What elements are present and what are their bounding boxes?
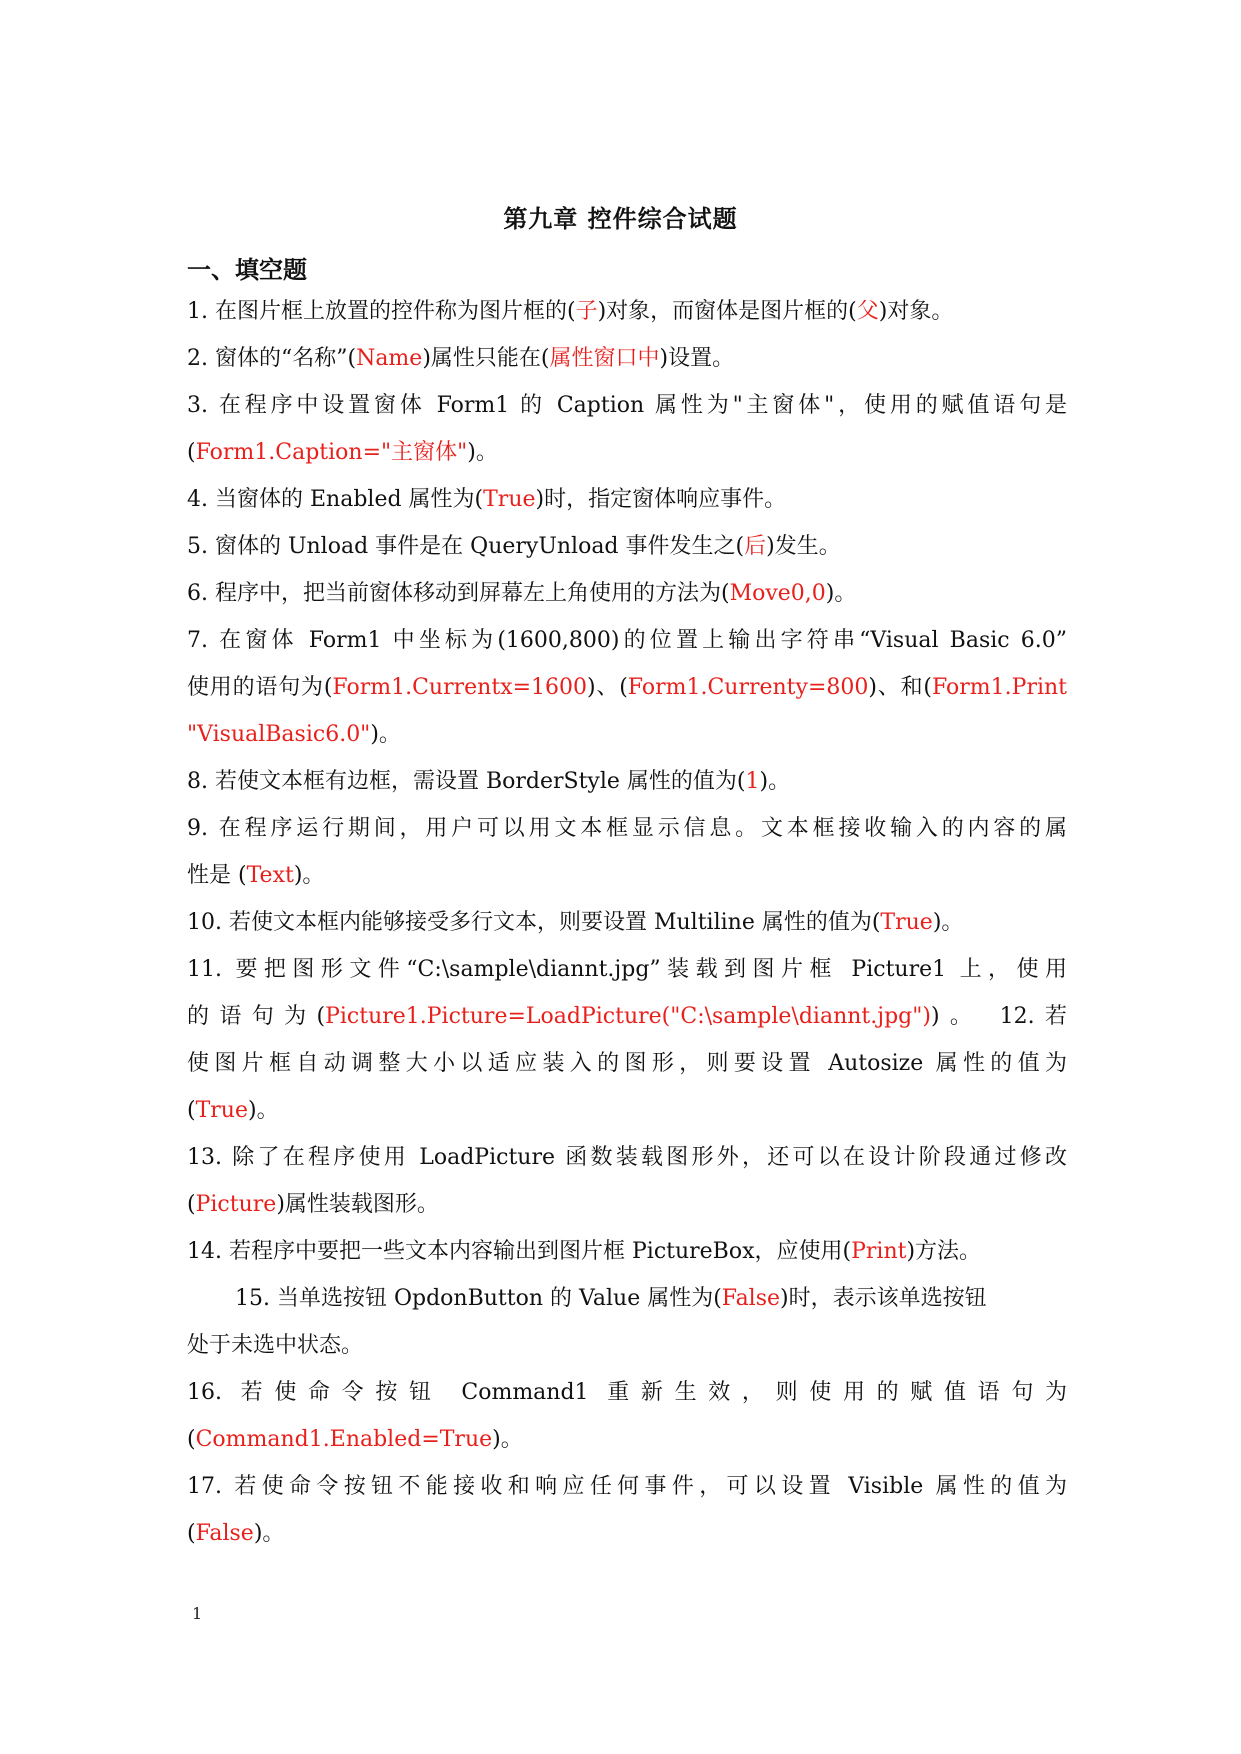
question-text: )发生。	[766, 534, 841, 559]
question-text: 6. 程序中，把当前窗体移动到屏幕左上角使用的方法为(	[187, 581, 730, 606]
answer-text: Move0,0	[729, 581, 826, 606]
question-text: )时，表示该单选按钮	[780, 1286, 987, 1311]
answer-text: 1	[745, 769, 760, 794]
question-line	[187, 1519, 1067, 1549]
question-text: 13. 除了在程序使用 LoadPicture 函数装载图形外，还可以在设计阶段通过修改	[187, 1145, 1067, 1170]
question-text: )属性只能在(	[422, 346, 550, 371]
question-text: )。	[467, 440, 498, 465]
question-line	[187, 1049, 1067, 1079]
answer-text: True	[195, 1098, 248, 1123]
question-text: (	[187, 1192, 196, 1217]
section-heading: 一、填空题	[187, 256, 307, 284]
question-text: 5. 窗体的 Unload 事件是在 QueryUnload 事件发生之(	[187, 534, 745, 559]
question-line	[187, 673, 1067, 703]
question-text: )、(	[587, 675, 628, 700]
question-line	[187, 767, 1067, 797]
answer-text: True	[880, 910, 933, 935]
question-text: 8. 若使文本框有边框，需设置 BorderStyle 属性的值为(	[187, 769, 746, 794]
answer-text: Name	[356, 346, 423, 371]
question-text: 处于未选中状态。	[187, 1333, 364, 1358]
question-line	[187, 1002, 1067, 1032]
question-text: 2. 窗体的“名称”(	[187, 346, 357, 371]
answer-text: False	[721, 1286, 781, 1311]
question-text: )。	[247, 1098, 279, 1123]
answer-text: Form1.Currentx=1600	[332, 675, 587, 700]
question-text: )。	[370, 722, 401, 747]
question-text: )方法。	[906, 1239, 982, 1264]
question-text: 4. 当窗体的 Enabled 属性为(	[187, 487, 484, 512]
question-line	[187, 1237, 1067, 1267]
question-line	[187, 861, 1067, 891]
question-text: )对象。	[878, 299, 954, 324]
question-text: )。	[825, 581, 857, 606]
question-text: 15. 当单选按钮 OpdonButton 的 Value 属性为(	[235, 1286, 722, 1311]
question-text: )时，指定窗体响应事件。	[535, 487, 787, 512]
question-line	[187, 908, 1067, 938]
question-text: 10. 若使文本框内能够接受多行文本，则要设置 Multiline 属性的值为(	[187, 910, 881, 935]
question-line	[187, 720, 1067, 750]
answer-text: 后	[744, 534, 767, 559]
question-line	[235, 1284, 1067, 1314]
answer-text: True	[483, 487, 536, 512]
question-line	[187, 344, 1067, 374]
answer-text: Form1.Currenty=800	[627, 675, 869, 700]
question-text: )。	[293, 863, 325, 888]
question-text: 3. 在程序中设置窗体 Form1 的 Caption 属性为"主窗体"，使用的赋值语句是	[187, 393, 1067, 418]
question-line	[187, 532, 1067, 562]
question-text: (	[187, 1098, 196, 1123]
question-line	[187, 1378, 1067, 1408]
answer-text: 属性窗口中	[549, 346, 660, 371]
question-text: (	[187, 440, 196, 465]
answer-text: 父	[856, 299, 879, 324]
question-text: )设置。	[659, 346, 735, 371]
question-text: 11. 要把图形文件“C:\sample\diannt.jpg”装载到图片框 Picture1 上，使用	[187, 957, 1067, 982]
question-text: )。 12.若	[930, 1004, 1067, 1029]
question-text: 7. 在窗体 Form1 中坐标为(1600,800)的位置上输出字符串“Visual Basic 6.0”	[187, 628, 1067, 653]
question-line	[187, 438, 1067, 468]
answer-text: Picture1.Picture=LoadPicture("C:\sample\diannt.jpg")	[325, 1004, 931, 1029]
question-text: )、和(	[868, 675, 932, 700]
question-line	[187, 1096, 1067, 1126]
question-line	[187, 1331, 1067, 1361]
question-line	[187, 391, 1067, 421]
question-text: 性是 (	[187, 863, 247, 888]
question-text: )。	[932, 910, 964, 935]
question-text: (	[187, 1521, 196, 1546]
question-line	[187, 485, 1067, 515]
question-text: )对象，而窗体是图片框的(	[597, 299, 857, 324]
question-line	[187, 1190, 1067, 1220]
question-text: 的语句为(	[187, 1004, 326, 1029]
answer-text: Command1.Enabled=True	[195, 1427, 493, 1452]
question-text: )属性装载图形。	[276, 1192, 439, 1217]
answer-text: False	[195, 1521, 254, 1546]
question-line	[187, 1143, 1067, 1173]
question-text: (	[187, 1427, 196, 1452]
answer-text: 子	[575, 299, 598, 324]
answer-text: Picture	[195, 1192, 277, 1217]
answer-text: Form1.Print	[931, 675, 1068, 700]
question-text: 使图片框自动调整大小以适应装入的图形，则要设置 Autosize 属性的值为	[187, 1051, 1067, 1076]
question-line	[187, 814, 1067, 844]
question-text: )。	[253, 1521, 285, 1546]
question-text: 14. 若程序中要把一些文本内容输出到图片框 PictureBox，应使用(	[187, 1239, 852, 1264]
answer-text: Form1.Caption="主窗体"	[195, 440, 468, 465]
question-text: 16. 若使命令按钮 Command1 重新生效，则使用的赋值语句为	[187, 1380, 1067, 1405]
question-text: 9. 在程序运行期间，用户可以用文本框显示信息。文本框接收输入的内容的属	[187, 816, 1067, 841]
question-text: 1. 在图片框上放置的控件称为图片框的(	[187, 299, 576, 324]
answer-text: Text	[246, 863, 294, 888]
question-text: )。	[492, 1427, 523, 1452]
question-line	[187, 1472, 1067, 1502]
question-line	[187, 579, 1067, 609]
question-line	[187, 955, 1067, 985]
question-text: 17. 若使命令按钮不能接收和响应任何事件，可以设置 Visible 属性的值为	[187, 1474, 1067, 1499]
question-line	[187, 297, 1067, 327]
question-line	[187, 1425, 1067, 1455]
question-text: 使用的语句为(	[187, 675, 333, 700]
answer-text: "VisualBasic6.0"	[187, 722, 371, 747]
page-number: 1	[192, 1604, 203, 1623]
chapter-title: 第九章 控件综合试题	[503, 205, 738, 233]
question-text: )。	[759, 769, 791, 794]
answer-text: Print	[851, 1239, 907, 1264]
question-line	[187, 626, 1067, 656]
